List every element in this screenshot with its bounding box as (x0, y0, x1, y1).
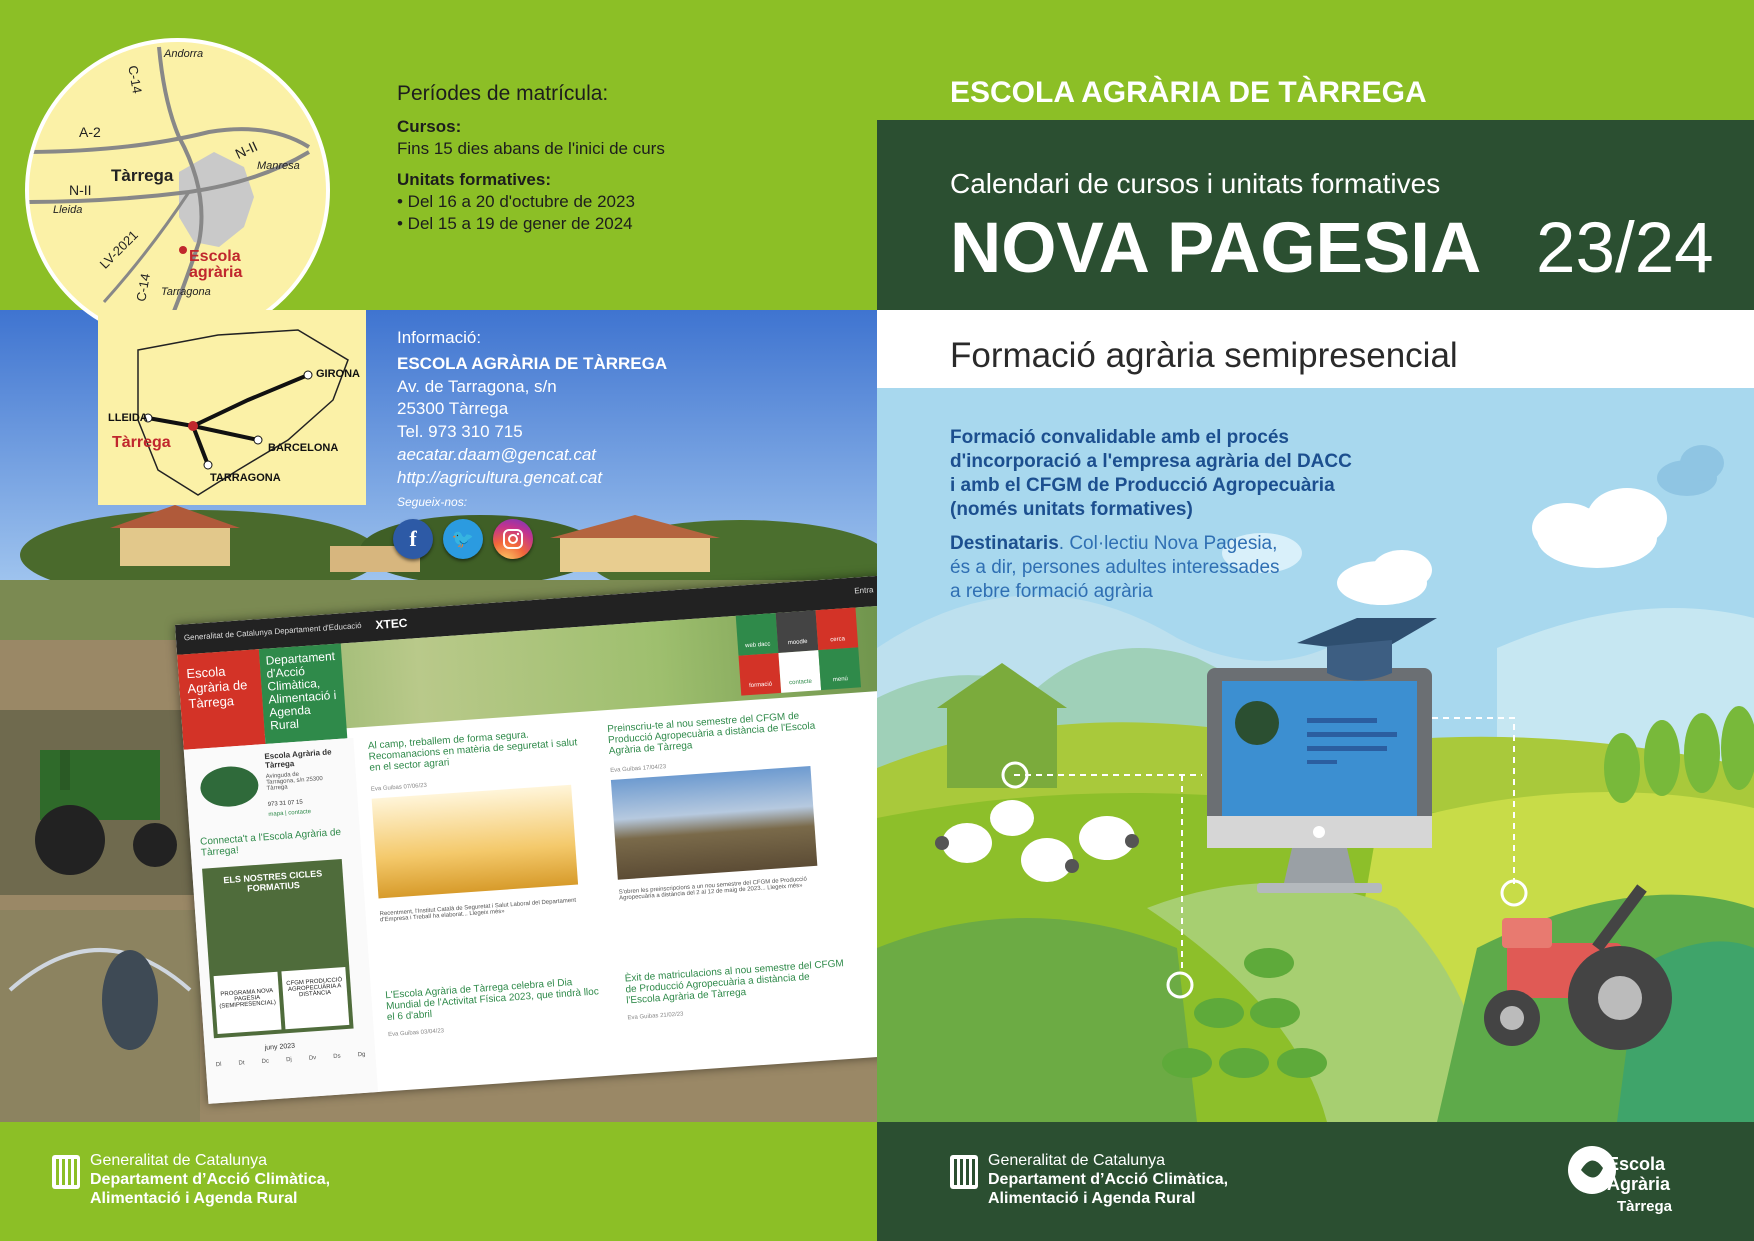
website-post-1[interactable] (363, 721, 609, 976)
post1-title[interactable]: Al camp, treballem de forma segura. Recomanacions en matèria de seguretat i salut en el sector agrari (367, 729, 578, 774)
post3-title[interactable]: L'Escola Agrària de Tàrrega celebra el Dia Mundial de l'Activitat Física 2023, que tindrà lloc el 6 d'abril (384, 977, 600, 1024)
twitter-icon[interactable]: 🐦 (443, 519, 483, 559)
website-calendar-days (216, 1052, 366, 1068)
calendar-day-header: Ds (333, 1053, 341, 1061)
left-footer-line2: Departament d’Acció Climàtica, (90, 1171, 331, 1188)
map-label-agraria: agrària (189, 264, 243, 281)
destinataris-label: Destinataris (950, 533, 1059, 554)
map-label-a2: A-2 (79, 124, 101, 140)
map-label-n2-right: N-II (232, 137, 260, 163)
website-nav-menu[interactable]: menú (818, 647, 861, 690)
logo-tarrega: Tàrrega (1617, 1198, 1673, 1215)
website-post-3[interactable] (381, 970, 617, 1086)
website-cicles-banner[interactable] (202, 859, 354, 1038)
website-connect-text: Connecta't a l'Escola Agrària de Tàrrega! (199, 826, 342, 859)
format-text: Formació agrària semipresencial (950, 336, 1458, 375)
website-xtec[interactable]: XTEC (375, 615, 408, 632)
map-label-andorra: Andorra (164, 48, 204, 60)
map-label-tarragona: Tarragona (161, 286, 211, 298)
desc-line-3: i amb el CFGM de Producció Agropecuària (950, 475, 1335, 496)
website-logo (199, 765, 260, 809)
website-nav-formacio[interactable]: formació (739, 653, 782, 696)
website-brand: Generalitat de Catalunya Departament d'Educació (183, 620, 362, 643)
website-post-4[interactable] (620, 954, 856, 1070)
calendar-day-header: Dl (215, 1061, 222, 1069)
post4-title[interactable]: Èxit de matriculacions al nou semestre del CFGM de Producció Agropecuària a distància de l'Escola Agrària de Tàrrega (624, 958, 845, 1007)
desc-line-1: Formació convalidable amb el procés (950, 427, 1289, 448)
website-nav-cerca[interactable]: cerca (816, 607, 859, 650)
website-post-2[interactable] (603, 704, 849, 959)
small-map-girona: GIRONA (316, 368, 360, 380)
right-top-band (877, 0, 1754, 120)
generalitat-logo-icon (950, 1155, 978, 1189)
website-side-title: Escola Agrària de Tàrrega (264, 747, 332, 771)
map-circle (25, 38, 330, 343)
destinataris-line-3: a rebre formació agrària (950, 581, 1153, 602)
info-address1: Av. de Tarragona, s/n (397, 377, 557, 396)
map-label-escola: Escola (189, 248, 241, 265)
info-email[interactable]: aecatar.daam@gencat.cat (397, 445, 597, 464)
website-screenshot (175, 575, 927, 1104)
right-footer-line1: Generalitat de Catalunya (988, 1152, 1165, 1169)
calendar-day-header: Dv (308, 1055, 317, 1062)
map-label-manresa: Manresa (257, 160, 300, 172)
left-footer-line3: Alimentació i Agenda Rural (90, 1190, 298, 1207)
main-title: NOVA PAGESIA (950, 209, 1482, 288)
post2-image (611, 766, 817, 880)
title-year: 23/24 (1536, 209, 1714, 288)
info-address2: 25300 Tàrrega (397, 399, 509, 418)
calendar-day-header: Dj (285, 1056, 292, 1064)
info-school: ESCOLA AGRÀRIA DE TÀRREGA (397, 354, 668, 373)
calendar-day-header: Dg (357, 1051, 366, 1059)
unitats-date-2: • Del 15 a 19 de gener de 2024 (397, 214, 633, 233)
catalonia-map (98, 310, 366, 505)
right-footer-line3: Alimentació i Agenda Rural (988, 1190, 1196, 1207)
instagram-icon[interactable] (493, 519, 533, 559)
unitats-label: Unitats formatives: (397, 170, 551, 189)
small-map-tarragona: TARRAGONA (210, 472, 281, 484)
website-side-phone: 973 31 07 15 (267, 799, 303, 808)
generalitat-logo-icon (52, 1155, 80, 1189)
right-footer (877, 1122, 1754, 1241)
calendar-day-header: Dc (261, 1058, 270, 1066)
destinataris-text: . Col·lectiu Nova Pagesia, (1058, 533, 1278, 554)
format-band (877, 310, 1754, 388)
map-label-tarrega: Tàrrega (111, 166, 174, 185)
post1-text: Recentment, l'Institut Català de Seguretat i Salut Laboral del Departament d'Empresa i Treball ha elaborat... Llegeix més» (379, 897, 577, 924)
left-footer (0, 1122, 877, 1241)
website-side-address: Avinguda de Tarragona, s/n 25300 Tàrrega (265, 771, 324, 792)
website-nav-contacte[interactable]: contacte (778, 650, 821, 693)
left-footer-line1: Generalitat de Catalunya (90, 1152, 267, 1169)
follow-label: Segueix-nos: (397, 495, 468, 509)
post2-text: S'obren les preinscripcions a un nou semestre del CFGM de Producció Agropecuària a distància del 2 al 12 de maig de 2023... Llegeix més» (618, 876, 808, 902)
post2-meta: Eva Guibas 17/04/23 (610, 764, 667, 774)
website-sidebar (184, 738, 378, 1104)
periods-title: Períodes de matrícula: (397, 82, 609, 105)
website-prog1-box[interactable]: PROGRAMA NOVA PAGESIA (SEMIPRESENCIAL) (214, 972, 282, 1034)
illustration-area (877, 388, 1754, 1122)
destinataris-line-2: és a dir, persones adultes interessades (950, 557, 1280, 578)
website-nav-moodle[interactable]: moodle (776, 610, 819, 653)
escola-logo (1567, 1140, 1687, 1230)
map-label-c14-bottom: C-14 (133, 272, 153, 303)
website-prog2-box[interactable]: CFGM PRODUCCIÓ AGROPECUÀRIA A DISTÀNCIA (281, 967, 349, 1029)
website-entra-link[interactable]: Entra (853, 585, 874, 596)
post1-meta: Eva Guibas 07/06/23 (370, 782, 428, 793)
facebook-icon[interactable]: f (393, 519, 433, 559)
website-green-box[interactable]: Departament d'Acció Climàtica, Alimentació i Agenda Rural (259, 643, 347, 743)
destinataris-line-1 (950, 533, 1277, 555)
info-web[interactable]: http://agricultura.gencat.cat (397, 468, 603, 487)
post1-image (370, 782, 578, 899)
instagram-glyph (502, 528, 524, 550)
map-label-lleida: Lleida (53, 204, 83, 216)
post4-meta: Eva Guibas 21/02/23 (627, 1011, 684, 1022)
website-side-links[interactable]: mapa | contacte (268, 808, 312, 818)
map-label-n2-left: N-II (69, 182, 92, 198)
info-phone: Tel. 973 310 715 (397, 422, 523, 441)
small-map-lleida: LLEIDA (108, 412, 148, 424)
post2-title[interactable]: Preinscriu-te al nou semestre del CFGM de Producció Agropecuària a distància de l'Escola Agrària de Tàrrega (606, 710, 816, 758)
info-label: Informació: (397, 328, 482, 347)
website-red-box[interactable]: Escola Agrària de Tàrrega (177, 649, 265, 749)
cursos-label: Cursos: (397, 117, 462, 136)
right-footer-line2: Departament d’Acció Climàtica, (988, 1171, 1229, 1188)
logo-agraria: Agrària (1607, 1174, 1671, 1194)
small-map-tarrega: Tàrrega (112, 434, 171, 451)
calendar-day-header: Dt (238, 1060, 245, 1067)
logo-escola: Escola (1607, 1154, 1666, 1174)
map-label-lv2021: LV-2021 (96, 227, 141, 272)
website-nav-web-dacc[interactable]: web dacc (736, 613, 779, 656)
subtitle: Calendari de cursos i unitats formatives (950, 168, 1441, 199)
unitats-date-1: • Del 16 a 20 d'octubre de 2023 (397, 192, 635, 211)
school-header: ESCOLA AGRÀRIA DE TÀRREGA (950, 76, 1427, 109)
small-map-barcelona: BARCELONA (268, 442, 339, 454)
desc-line-2: d'incorporació a l'empresa agrària del DACC (950, 451, 1352, 472)
website-cicles-title: ELS NOSTRES CICLES FORMATIUS (223, 868, 323, 894)
map-label-c14-top: C-14 (125, 64, 145, 95)
title-band (877, 120, 1754, 310)
desc-line-4: (només unitats formatives) (950, 499, 1193, 520)
post3-meta: Eva Guibas 03/04/23 (387, 1028, 445, 1039)
cursos-text: Fins 15 dies abans de l'inici de curs (397, 139, 665, 158)
website-calendar-month: juny 2023 (264, 1042, 296, 1052)
